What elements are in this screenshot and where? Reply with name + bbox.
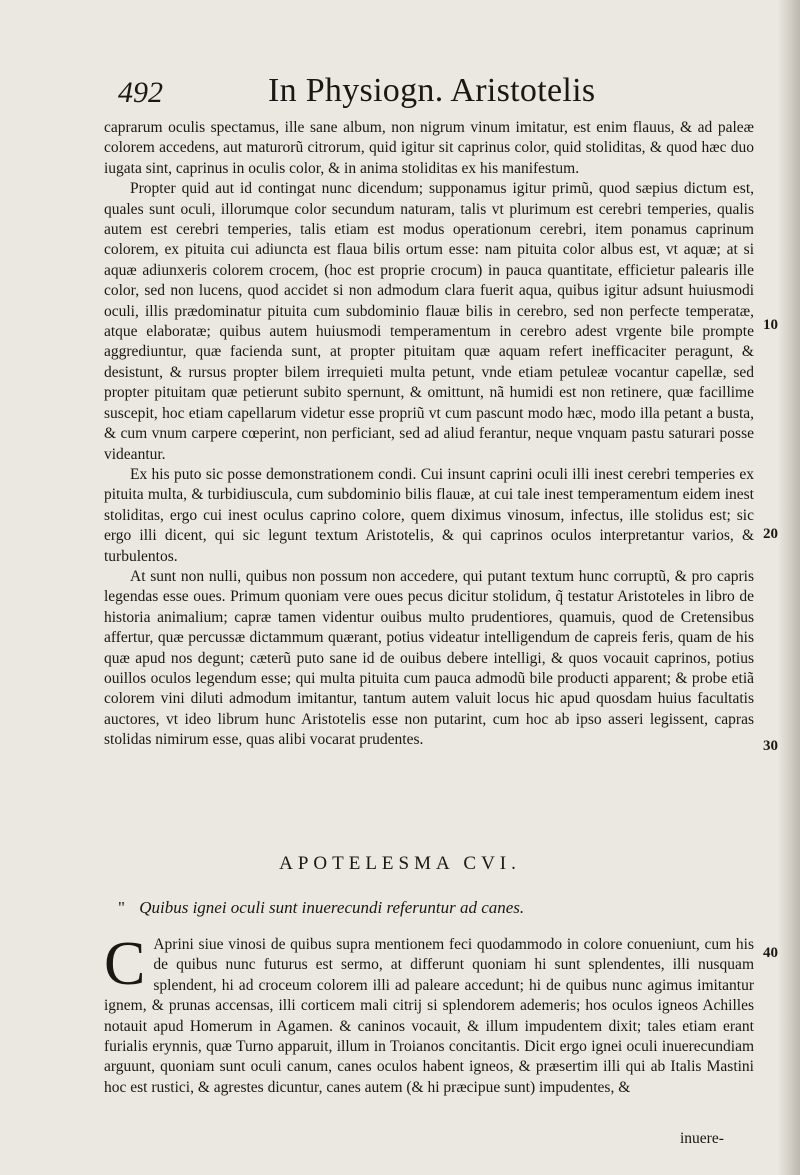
lemma-text: Quibus ignei oculi sunt inuerecundi referuntur ad canes. xyxy=(139,898,525,917)
commentary-text xyxy=(104,930,754,1098)
main-text xyxy=(104,118,754,751)
line-number: 10 xyxy=(763,317,778,333)
spine-shadow xyxy=(778,0,800,1175)
paragraph: At sunt non nulli, quibus non possum non accedere, qui putant textum hunc corruptũ, & pro capris legendas esse oues. Primum quoniam vere oues pecus dicitur stolidum, q̃ testatur Aristoteles in libro de historia animalium; capræ tamen videntur ouibus multo prudentiores, quamuis, quod de Cretensibus affertur, quæ percussæ dictammum quærant, potius videatur intelligendum de capreis feris, quam de his quæ apud nos degunt; cæterũ puto sane id de ouibus debere intelligi, & quos vocauit caprinos, potius ouillos oculos legendum esse; qui multa pituita cum pauca admodũ bile producti apparent; & probe etiã colorem vini diluti admodum imitantur, tantum autem valuit locus hic apud quosdam huius facultatis auctores, vt ideo librum hunc Aristotelis esse non putarint, cum hoc ab ipso asseri legissent, capras stolidas nimirum esse, quas alibi vocarat prudentes. xyxy=(104,567,754,749)
paragraph: Ex his puto sic posse demonstrationem condi. Cui insunt caprini oculi illi inest cerebri temperies ex pituita multa, & turbidiuscula, cum subdominio bilis flauæ, at cui tale inest temperamentum eidem inest stoliditas, ergo cui inest oculus caprino colore, quem diximus vinosum, infectus, ille stolidus est; sic ergo illi dicent, qui sic legunt textum Aristotelis, & qui caprinos oculos interpretantur varios, & turbulentos. xyxy=(104,465,754,565)
drop-cap: C xyxy=(104,930,146,998)
line-number: 30 xyxy=(763,738,778,754)
line-number: 40 xyxy=(763,945,778,961)
catchword: inuere- xyxy=(680,1130,724,1147)
paragraph: caprarum oculis spectamus, ille sane album, non nigrum vinum imitatur, est enim flauus, & ad paleæ colorem accedens, aut maturorũ citrorum, quid igitur sit caprinus color, quid stoliditas, & quod hæc duo iugata sint, caprinus in oculis color, & in anima stoliditas ex his manifestum. xyxy=(104,119,754,177)
lemma xyxy=(118,898,758,918)
commentary-body: Aprini siue vinosi de quibus supra mentionem feci quodammodo in colore conueniunt, cum his de quibus nunc futurus est sermo, at differunt quoniam hi sunt splendentes, illi nusquam splendent, hi ad croceum colorem illi ad paleare accedunt; hi de quibus nunc agimus imitantur ignem, & prunas accensas, illi corticem mali citrij si splendorem ademeris; hos oculos igneos Achilles notauit apud Homerum in Agamen. & caninos vocauit, & illum impudentem dixit; tales etiam erant furialis erynnis, quæ Turno apparuit, illum in Troianos concitantis. Dicit ergo ignei oculi inuerecundiam arguunt, quoniam sunt oculi canum, canes oculos habent igneos, & præsertim illi qui ab Italis Mastini hoc est rustici, & agrestes dicuntur, canes autem (& hi præcipue sunt) impudentes, & xyxy=(104,936,754,1096)
paragraph: Propter quid aut id contingat nunc dicendum; supponamus igitur primũ, quod sæpius dictum est, quales sunt oculi, illorumque color secundum naturam, talis vt plurimum est cerebri temperies, qualis autem est cerebri temperies, talis etiam est modus operationum cerebri, item ponamus caprinum colorem, ex pituita cui adiuncta est flaua bilis ortum esse: nam pituita color albus est, vt aquæ; at si aquæ adiunxeris colorem crocem, (hoc est proprie crocum) in pauca quantitate, efficietur palearis ille color, sed non lucens, quod accidet si non admodum clara fuerit aqua, quibus igitur adsunt huiusmodi oculi, illis prædominatur pituita cum subdominio flauæ bilis in cerebro, sed non perfecte temperatæ, atque elaboratæ; quibus autem huiusmodi temperamentum in cerebro adest vrgente bile prompte aggrediuntur, quæ facienda sunt, at propter pituitam quæ aquam refert inefficaciter peragunt, & desistunt, & rursus propter bilem irrequieti multa petunt, vnde etiam petuleæ vocantur capellæ, sed propter pituitam quæ petierunt subito spernunt, & omittunt, nã humidi est non retinere, quæ facillime suscepit, hoc etiam capellarum videtur esse propriũ vt cum pascunt modo hæc, modo illa petant a busta, & cum vnum carpere cœperint, non perficiant, sed ad aliud ferantur, neque vnquam pastu saturari posse videantur. xyxy=(104,180,754,463)
running-title: In Physiogn. Aristotelis xyxy=(268,72,596,109)
page-number: 492 xyxy=(118,76,163,109)
line-number: 20 xyxy=(763,526,778,542)
section-heading: APOTELESMA CVI. xyxy=(279,853,521,874)
page-header xyxy=(118,70,758,114)
lemma-mark: " xyxy=(118,898,125,917)
